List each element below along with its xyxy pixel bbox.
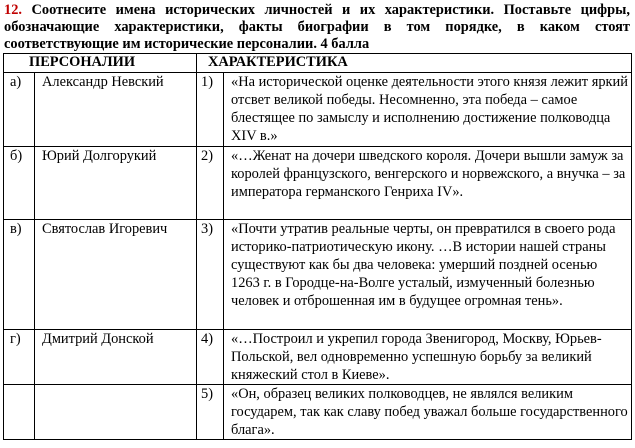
header-characteristics: ХАРАКТЕРИСТИКА [197, 54, 632, 73]
row-person: Дмитрий Донской [35, 330, 197, 385]
task-text: Соотнесите имена исторических личностей и их характеристики. Поставьте цифры, обозначающие характеристики, факты биографии в том порядке, в каком стоят соответствующие им исторические персоналии. 4 балла [4, 2, 630, 52]
row-letter: а) [4, 73, 35, 147]
table-row [4, 220, 632, 330]
row-person: Александр Невский [35, 73, 197, 147]
row-number: 5) [197, 385, 224, 440]
row-letter [4, 385, 35, 440]
table-header-row [4, 54, 632, 73]
row-characteristic: «Он, образец великих полководцев, не являлся великим государем, так как славу побед уважал больше государственного блага». [224, 385, 632, 440]
row-person: Юрий Долгорукий [35, 147, 197, 220]
task-statement [4, 2, 630, 53]
table-row [4, 73, 632, 147]
row-characteristic: «…Женат на дочери шведского короля. Дочери вышли замуж за королей французского, венгерского и норвежского, а внучка – за императора германского Генриха IV». [224, 147, 632, 220]
table-row [4, 330, 632, 385]
matching-table [3, 53, 632, 440]
row-number: 4) [197, 330, 224, 385]
row-number: 3) [197, 220, 224, 330]
row-characteristic: «На исторической оценке деятельности этого князя лежит яркий отсвет великой победы. Несомненно, эта победа – самое блестящее по замыслу и исполнению достижение полководца XIV в.» [224, 73, 632, 147]
row-person: Святослав Игоревич [35, 220, 197, 330]
row-number: 1) [197, 73, 224, 147]
table-row [4, 385, 632, 440]
row-letter: б) [4, 147, 35, 220]
row-characteristic: «Почти утратив реальные черты, он превратился в своего рода историко-патриотическую икону. …В истории нашей страны существуют как бы два человека: умерший поздней осенью 1263 г. в Городце-на-Волге усталый, измученный болезнью человек и отброшенная им в будущее огромная тень». [224, 220, 632, 330]
task-number: 12. [4, 2, 22, 18]
row-letter: в) [4, 220, 35, 330]
row-person [35, 385, 197, 440]
table-row [4, 147, 632, 220]
row-letter: г) [4, 330, 35, 385]
row-characteristic: «…Построил и укрепил города Звенигород, Москву, Юрьев-Польской, вел одновременно успешную борьбу за великий княжеский стол в Киеве». [224, 330, 632, 385]
row-number: 2) [197, 147, 224, 220]
header-persons: ПЕРСОНАЛИИ [4, 54, 197, 73]
